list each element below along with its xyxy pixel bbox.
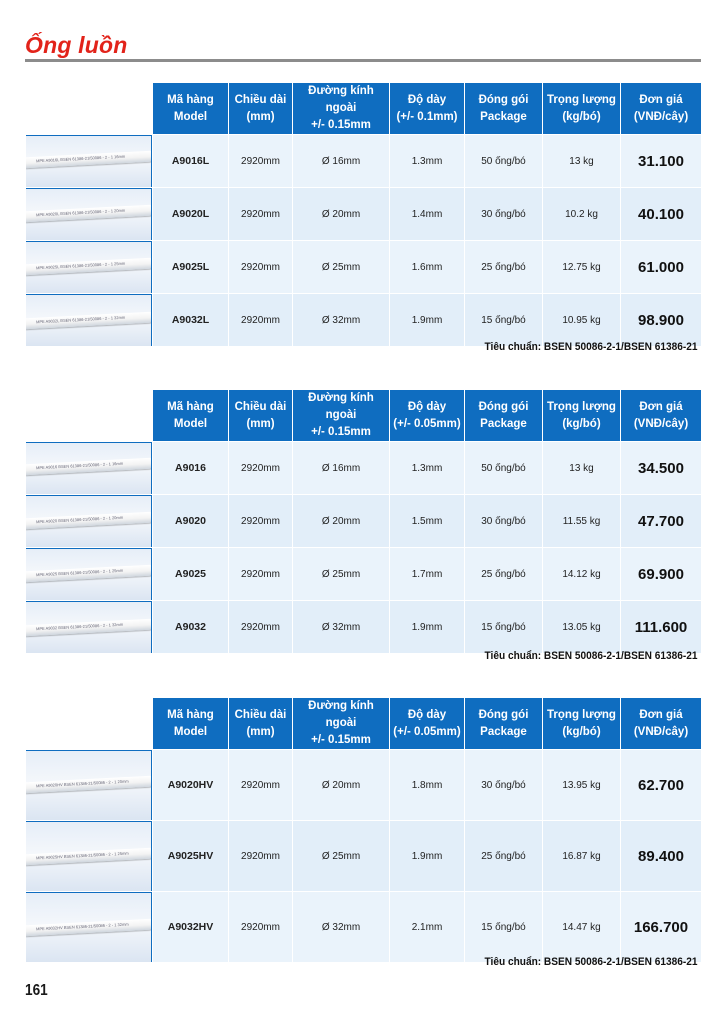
cell-price: 31.100 [621, 135, 702, 188]
cell-length: 2920mm [229, 241, 293, 294]
cell-diameter: Ø 25mm [293, 821, 390, 892]
cell-thickness: 1.9mm [390, 294, 465, 347]
section-heavy-1250n [25, 697, 701, 977]
spec-table [25, 389, 702, 654]
cell-thickness: 1.7mm [390, 548, 465, 601]
cell-diameter: Ø 20mm [293, 495, 390, 548]
cell-length: 2920mm [229, 188, 293, 241]
cell-thickness: 1.8mm [390, 750, 465, 821]
cell-thickness: 1.3mm [390, 442, 465, 495]
cell-price: 61.000 [621, 241, 702, 294]
cell-diameter: Ø 16mm [293, 135, 390, 188]
standard-note: Tiêu chuẩn: BSEN 50086-2-1/BSEN 61386-21 [485, 956, 698, 968]
col-header-package: Đóng gói Package [465, 698, 543, 750]
spec-table [25, 697, 702, 963]
table-row [26, 241, 702, 294]
table-header-row [26, 698, 702, 750]
cell-weight: 10.2 kg [543, 188, 621, 241]
page-number: 161 [25, 982, 48, 999]
title-divider [25, 59, 701, 62]
cell-weight: 12.75 kg [543, 241, 621, 294]
table-row [26, 750, 702, 821]
cell-diameter: Ø 32mm [293, 294, 390, 347]
col-header-weight: Trọng lượng (kg/bó) [543, 390, 621, 442]
col-header-thickness: Độ dày (+/- 0.05mm) [390, 390, 465, 442]
cell-price: 89.400 [621, 821, 702, 892]
product-image: MPE A9025HV BSEN 61386-21/50086 - 2 - 1 25mm [26, 821, 153, 892]
cell-price: 69.900 [621, 548, 702, 601]
col-header-weight: Trọng lượng (kg/bó) [543, 698, 621, 750]
cell-thickness: 1.5mm [390, 495, 465, 548]
cell-weight: 13 kg [543, 135, 621, 188]
product-image: MPE A9032 BSEN 61386-21/50086 - 2 - 1 32mm [26, 601, 153, 654]
cell-length: 2920mm [229, 601, 293, 654]
standard-note: Tiêu chuẩn: BSEN 50086-2-1/BSEN 61386-21 [485, 650, 698, 662]
cell-length: 2920mm [229, 442, 293, 495]
cell-thickness: 1.9mm [390, 821, 465, 892]
cell-length: 2920mm [229, 495, 293, 548]
table-row [26, 892, 702, 963]
cell-package: 15 ống/bó [465, 892, 543, 963]
cell-package: 25 ống/bó [465, 548, 543, 601]
col-header-package: Đóng gói Package [465, 390, 543, 442]
cell-price: 166.700 [621, 892, 702, 963]
cell-model: A9025 [153, 548, 229, 601]
cell-package: 15 ống/bó [465, 294, 543, 347]
cell-weight: 14.47 kg [543, 892, 621, 963]
col-header-diameter: Đường kính ngoài +/- 0.15mm [293, 390, 390, 442]
cell-price: 111.600 [621, 601, 702, 654]
cell-model: A9020HV [153, 750, 229, 821]
standard-note: Tiêu chuẩn: BSEN 50086-2-1/BSEN 61386-21 [485, 341, 698, 353]
section-320n [25, 82, 701, 362]
col-header-model: Mã hàng Model [153, 698, 229, 750]
cell-length: 2920mm [229, 548, 293, 601]
col-header-thickness: Độ dày (+/- 0.1mm) [390, 83, 465, 135]
cell-price: 47.700 [621, 495, 702, 548]
cell-diameter: Ø 32mm [293, 892, 390, 963]
col-header-price: Đơn giá (VNĐ/cây) [621, 390, 702, 442]
cell-model: A9032 [153, 601, 229, 654]
col-header-package: Đóng gói Package [465, 83, 543, 135]
cell-thickness: 1.3mm [390, 135, 465, 188]
product-image: MPE A9020L BSEN 61386-21/50086 - 2 - 1 20mm [26, 188, 153, 241]
cell-price: 40.100 [621, 188, 702, 241]
col-header-price: Đơn giá (VNĐ/cây) [621, 698, 702, 750]
table-header-row [26, 390, 702, 442]
product-image: MPE A9032L BSEN 61386-21/50086 - 2 - 1 32mm [26, 294, 153, 347]
table-row [26, 188, 702, 241]
table-header-row [26, 83, 702, 135]
cell-package: 50 ống/bó [465, 442, 543, 495]
col-header-model: Mã hàng Model [153, 83, 229, 135]
col-header-weight: Trọng lượng (kg/bó) [543, 83, 621, 135]
cell-model: A9016 [153, 442, 229, 495]
cell-weight: 10.95 kg [543, 294, 621, 347]
cell-diameter: Ø 25mm [293, 241, 390, 294]
col-header-length: Chiều dài (mm) [229, 698, 293, 750]
table-row [26, 548, 702, 601]
col-header-thickness: Độ dày (+/- 0.05mm) [390, 698, 465, 750]
cell-package: 50 ống/bó [465, 135, 543, 188]
section-750n [25, 389, 701, 669]
cell-length: 2920mm [229, 750, 293, 821]
cell-weight: 13 kg [543, 442, 621, 495]
spec-table [25, 82, 702, 347]
product-image: MPE A9016L BSEN 61386-21/50086 - 2 - 1 16mm [26, 135, 153, 188]
cell-model: A9020 [153, 495, 229, 548]
col-header-length: Chiều dài (mm) [229, 83, 293, 135]
cell-package: 25 ống/bó [465, 821, 543, 892]
table-row [26, 135, 702, 188]
table-row [26, 601, 702, 654]
cell-weight: 13.05 kg [543, 601, 621, 654]
product-image: MPE A9020 BSEN 61386-21/50086 - 2 - 1 20mm [26, 495, 153, 548]
cell-thickness: 1.9mm [390, 601, 465, 654]
product-image: MPE A9025 BSEN 61386-21/50086 - 2 - 1 25mm [26, 548, 153, 601]
cell-diameter: Ø 16mm [293, 442, 390, 495]
page-title: Ống luồn [25, 32, 128, 58]
cell-thickness: 1.4mm [390, 188, 465, 241]
col-header-model: Mã hàng Model [153, 390, 229, 442]
cell-price: 98.900 [621, 294, 702, 347]
product-image: MPE A9016 BSEN 61386-21/50086 - 2 - 1 16mm [26, 442, 153, 495]
cell-package: 30 ống/bó [465, 495, 543, 548]
cell-model: A9025L [153, 241, 229, 294]
cell-length: 2920mm [229, 821, 293, 892]
cell-model: A9020L [153, 188, 229, 241]
table-row [26, 294, 702, 347]
cell-length: 2920mm [229, 294, 293, 347]
table-row [26, 495, 702, 548]
col-header-length: Chiều dài (mm) [229, 390, 293, 442]
cell-package: 30 ống/bó [465, 188, 543, 241]
table-row [26, 821, 702, 892]
col-header-price: Đơn giá (VNĐ/cây) [621, 83, 702, 135]
cell-package: 25 ống/bó [465, 241, 543, 294]
cell-diameter: Ø 20mm [293, 188, 390, 241]
cell-package: 30 ống/bó [465, 750, 543, 821]
cell-thickness: 2.1mm [390, 892, 465, 963]
cell-model: A9025HV [153, 821, 229, 892]
cell-weight: 16.87 kg [543, 821, 621, 892]
cell-weight: 14.12 kg [543, 548, 621, 601]
cell-package: 15 ống/bó [465, 601, 543, 654]
cell-length: 2920mm [229, 135, 293, 188]
cell-thickness: 1.6mm [390, 241, 465, 294]
cell-model: A9032L [153, 294, 229, 347]
cell-price: 62.700 [621, 750, 702, 821]
product-image: MPE A9025L BSEN 61386-21/50086 - 2 - 1 25mm [26, 241, 153, 294]
col-header-diameter: Đường kính ngoài +/- 0.15mm [293, 698, 390, 750]
cell-weight: 11.55 kg [543, 495, 621, 548]
cell-diameter: Ø 32mm [293, 601, 390, 654]
table-row [26, 442, 702, 495]
cell-length: 2920mm [229, 892, 293, 963]
cell-model: A9016L [153, 135, 229, 188]
product-image: MPE A9032HV BSEN 61386-21/50086 - 2 - 1 32mm [26, 892, 153, 963]
cell-price: 34.500 [621, 442, 702, 495]
cell-model: A9032HV [153, 892, 229, 963]
product-image: MPE A9020HV BSEN 61386-21/50086 - 2 - 1 20mm [26, 750, 153, 821]
cell-diameter: Ø 25mm [293, 548, 390, 601]
cell-diameter: Ø 20mm [293, 750, 390, 821]
cell-weight: 13.95 kg [543, 750, 621, 821]
col-header-diameter: Đường kính ngoài +/- 0.15mm [293, 83, 390, 135]
